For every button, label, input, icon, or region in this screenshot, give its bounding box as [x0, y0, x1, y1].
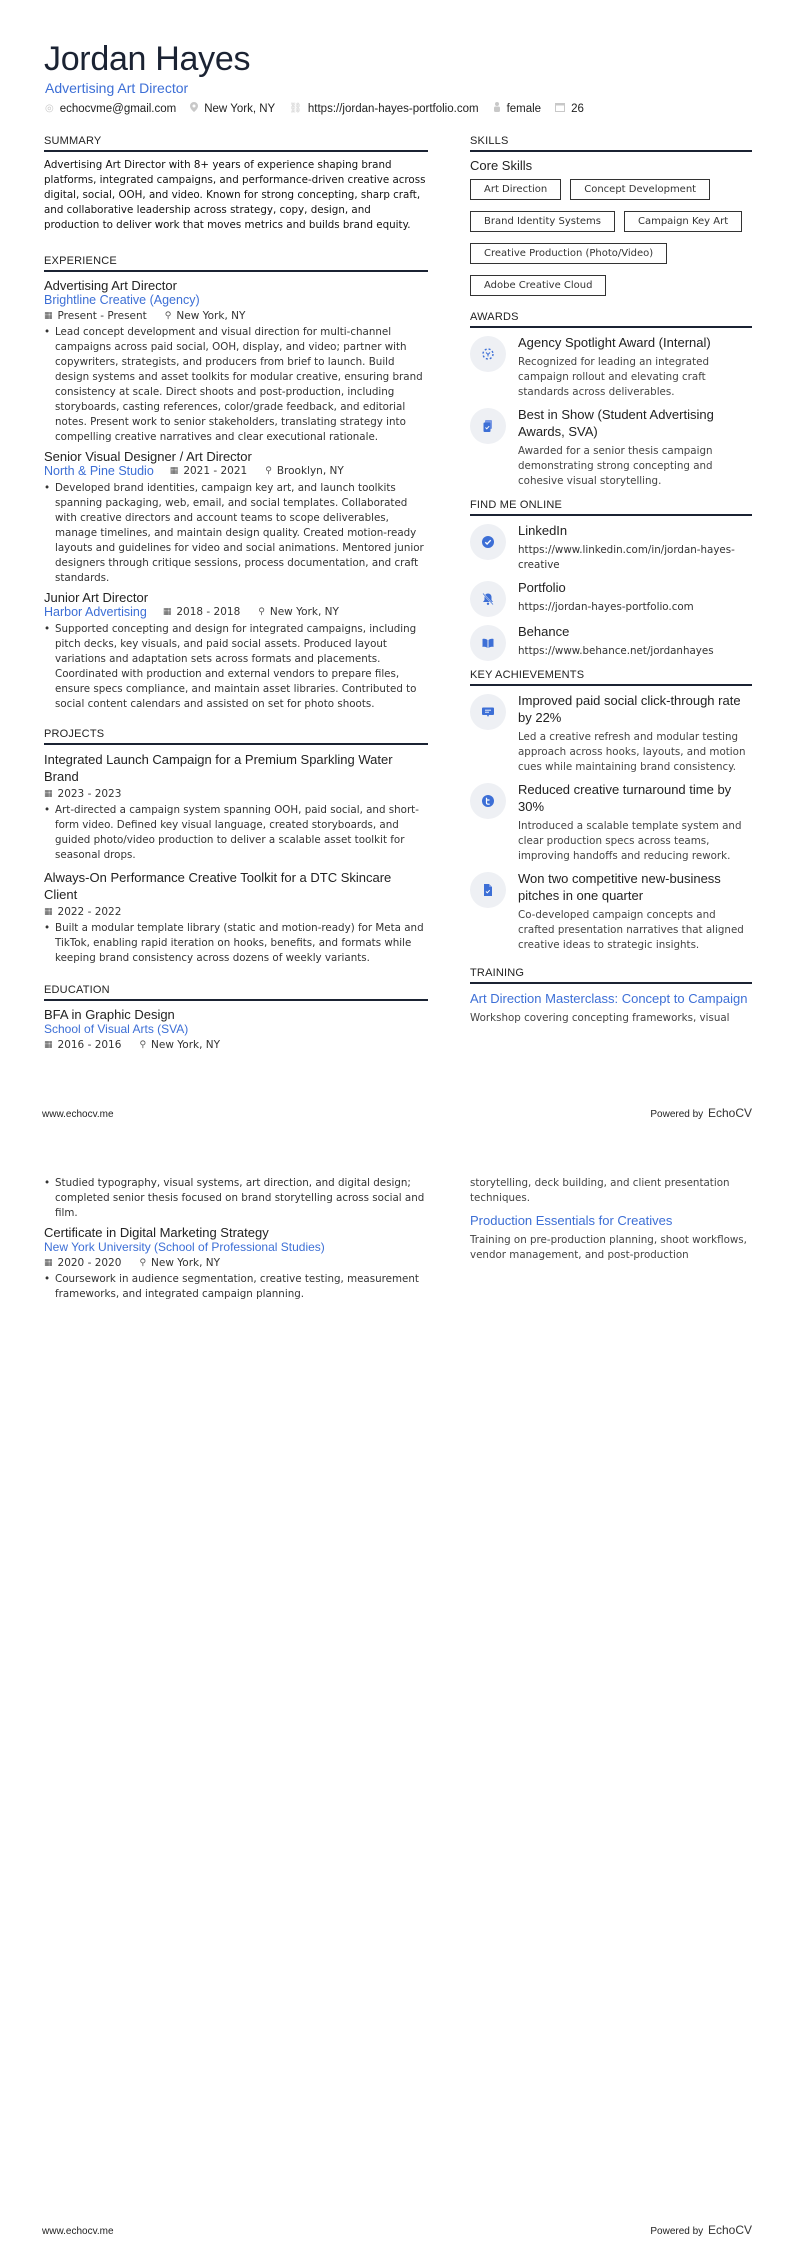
calendar-icon: ▦	[169, 466, 179, 476]
online-item-linkedin[interactable]	[470, 522, 752, 573]
person-icon	[493, 102, 501, 115]
calendar-icon: ▦	[44, 1040, 53, 1050]
skills-section	[470, 135, 752, 307]
footer-site-link[interactable]: www.echocv.me	[42, 1109, 114, 1120]
footer-brand[interactable]: EchoCV	[707, 1106, 752, 1120]
award-item	[470, 406, 752, 489]
location-icon	[190, 102, 198, 115]
online-label: Portfolio	[518, 580, 566, 595]
education-heading: EDUCATION	[44, 984, 428, 1001]
training-desc: storytelling, deck building, and client presentation techniques.	[470, 1177, 730, 1204]
awards-section	[470, 311, 752, 489]
left-column	[44, 135, 428, 1054]
bell-slash-icon	[470, 581, 506, 617]
company-name: Brightline Creative (Agency)	[44, 293, 200, 307]
online-heading: FIND ME ONLINE	[470, 499, 752, 516]
left-column-continued	[44, 1176, 428, 1302]
experience-heading: EXPERIENCE	[44, 255, 428, 272]
footer-brand[interactable]: EchoCV	[707, 2223, 752, 2237]
skills-chips	[470, 179, 752, 307]
education-item	[44, 1225, 428, 1302]
degree-title: BFA in Graphic Design	[44, 1007, 175, 1022]
training-title: Art Direction Masterclass: Concept to Campaign	[470, 991, 748, 1006]
school-name: New York University (School of Professional Studies)	[44, 1240, 325, 1254]
location-icon: ⚲	[164, 311, 172, 321]
training-desc: Training on pre-production planning, shoot workflows, vendor management, and post-production	[470, 1234, 747, 1261]
calendar-icon: ▦	[44, 1258, 53, 1268]
education-bullet: • Coursework in audience segmentation, creative testing, measurement frameworks, and integrated campaign planning.	[44, 1272, 428, 1302]
candidate-title: Advertising Art Director	[45, 80, 189, 96]
achievement-item	[470, 870, 752, 953]
spotlight-icon	[470, 336, 506, 372]
online-item-portfolio[interactable]	[470, 579, 752, 617]
project-title: Always-On Performance Creative Toolkit for a DTC Skincare Client	[44, 870, 392, 902]
right-column	[470, 135, 752, 1026]
skill-chip: Adobe Creative Cloud	[470, 275, 606, 296]
verified-check-icon	[470, 524, 506, 560]
calendar-icon	[555, 102, 565, 115]
skill-chip: Brand Identity Systems	[470, 211, 615, 232]
candidate-name: Jordan Hayes	[44, 40, 251, 78]
contact-age: 26	[555, 102, 584, 115]
online-item-behance[interactable]	[470, 623, 752, 661]
skills-group-title: Core Skills	[470, 158, 533, 173]
online-label: Behance	[518, 624, 570, 639]
job-meta: ▦ 2021 - 2021 ⚲ Brooklyn, NY	[169, 465, 344, 477]
location-icon: ⚲	[139, 1040, 147, 1050]
calendar-icon: ▦	[44, 789, 53, 799]
skill-chip: Creative Production (Photo/Video)	[470, 243, 667, 264]
award-desc: Awarded for a senior thesis campaign demonstrating strong concepting and cohesive visual storytelling.	[518, 445, 713, 487]
training-title: Production Essentials for Creatives	[470, 1213, 673, 1228]
online-section	[470, 499, 752, 661]
award-item	[470, 334, 752, 400]
achievement-title: Won two competitive new-business pitches in one quarter	[518, 871, 721, 903]
project-bullet: • Built a modular template library (static and motion-ready) for Meta and TikTok, enabling rapid iteration on hooks, benefits, and formats while keeping brand consistency across dozens of weekly variants.	[44, 921, 428, 966]
contact-gender: female	[493, 102, 542, 115]
location-icon: ⚲	[258, 607, 265, 617]
achievement-desc: Introduced a scalable template system and clear production specs across teams, improving handoffs and reducing rework.	[518, 820, 742, 862]
education-meta: ▦ 2020 - 2020 ⚲ New York, NY	[44, 1257, 221, 1269]
job-title: Advertising Art Director	[44, 278, 177, 293]
job-meta: ▦ Present - Present ⚲ New York, NY	[44, 310, 246, 322]
job-bullet: • Supported concepting and design for integrated campaigns, including pitch decks, key visuals, and paid social assets. Produced layout variations and adaptation sets across formats and placements. Coordinated with production and external vendors to prepare files, ensure specs compliance, and maintain asset libraries. Contributed to social content calendars and assisted on set for photo shoots.	[44, 622, 428, 712]
education-meta: ▦ 2016 - 2016 ⚲ New York, NY	[44, 1039, 221, 1051]
awards-heading: AWARDS	[470, 311, 752, 328]
summary-heading: SUMMARY	[44, 135, 428, 152]
education-section	[44, 984, 428, 1051]
contact-website[interactable]: ⛓ https://jordan-hayes-portfolio.com	[289, 102, 479, 115]
achievements-section	[470, 669, 752, 953]
school-name: School of Visual Arts (SVA)	[44, 1022, 189, 1036]
achievement-desc: Led a creative refresh and modular testing approach across hooks, layouts, and motion cues while maintaining brand consistency.	[518, 731, 746, 773]
footer-site-link[interactable]: www.echocv.me	[42, 2226, 114, 2237]
training-heading: TRAINING	[470, 967, 752, 984]
project-title: Integrated Launch Campaign for a Premium Sparkling Water Brand	[44, 752, 393, 784]
summary-text: Advertising Art Director with 8+ years of experience shaping brand platforms, integrated campaigns, and performance-driven creative across digital, social, OOH, and video. Known for strong concepting, sharp craft, and collaborative leadership across strategy, copy, design, and production to deliver work that moves metrics and builds brand equity.	[44, 159, 426, 231]
achievements-heading: KEY ACHIEVEMENTS	[470, 669, 752, 686]
calendar-icon: ▦	[44, 311, 53, 321]
education-item	[44, 1007, 428, 1051]
project-meta: ▦ 2023 - 2023	[44, 788, 122, 800]
online-label: LinkedIn	[518, 523, 568, 538]
training-desc: Workshop covering concepting frameworks, visual	[470, 1012, 730, 1024]
job-title: Junior Art Director	[44, 590, 149, 605]
online-url[interactable]: https://www.linkedin.com/in/jordan-hayes-creative	[518, 544, 735, 571]
twitter-circle-icon	[470, 783, 506, 819]
projects-heading: PROJECTS	[44, 728, 428, 745]
experience-item	[44, 449, 428, 586]
project-item	[44, 869, 428, 966]
skills-heading: SKILLS	[470, 135, 752, 152]
online-url[interactable]: https://jordan-hayes-portfolio.com	[518, 601, 694, 613]
project-meta: ▦ 2022 - 2022	[44, 906, 122, 918]
job-bullet: • Lead concept development and visual direction for multi-channel campaigns across paid social, OOH, display, and video; partner with copywriters, strategists, and producers from brief to launch. Build design systems and asset toolkits for modular creative, ensuring brand consistency at scale. Direct shoots and post-production, including storyboards, casting references, color/grade feedback, and editorial notes. Present work to senior stakeholders, translating strategy into compelling creative narratives and clear executional rationale.	[44, 325, 428, 445]
award-title: Best in Show (Student Advertising Awards, SVA)	[518, 407, 714, 439]
job-meta: ▦ 2018 - 2018 ⚲ New York, NY	[162, 606, 339, 618]
achievement-desc: Co-developed campaign concepts and crafted presentation narratives that aligned creative ideas to strategic insights.	[518, 909, 744, 951]
calendar-icon: ▦	[44, 907, 53, 917]
right-column-continued	[470, 1176, 752, 1263]
skill-chip: Campaign Key Art	[624, 211, 742, 232]
projects-section	[44, 728, 428, 966]
contact-email[interactable]: ◎ echocvme@gmail.com	[45, 102, 177, 115]
contact-location: New York, NY	[190, 102, 275, 115]
location-icon: ⚲	[139, 1258, 147, 1268]
book-open-icon	[470, 625, 506, 661]
resume-page-2	[0, 1123, 794, 2246]
degree-title: Certificate in Digital Marketing Strategy	[44, 1225, 269, 1240]
footer-powered: Powered by EchoCV	[650, 1106, 752, 1120]
company-name: North & Pine Studio	[44, 464, 154, 478]
calendar-icon: ▦	[162, 607, 172, 617]
job-title: Senior Visual Designer / Art Director	[44, 449, 252, 464]
achievement-item	[470, 692, 752, 775]
experience-item	[44, 590, 428, 712]
contact-row	[45, 102, 598, 115]
award-title: Agency Spotlight Award (Internal)	[518, 335, 711, 350]
page-footer	[42, 1106, 752, 1120]
skill-chip: Concept Development	[570, 179, 710, 200]
experience-item	[44, 278, 428, 445]
experience-section	[44, 255, 428, 712]
location-icon: ⚲	[265, 466, 272, 476]
footer-powered: Powered by EchoCV	[650, 2223, 752, 2237]
email-icon: ◎	[45, 103, 54, 114]
achievement-title: Reduced creative turnaround time by 30%	[518, 782, 732, 814]
achievement-item	[470, 781, 752, 864]
skill-chip: Art Direction	[470, 179, 561, 200]
online-url[interactable]: https://www.behance.net/jordanhayes	[518, 645, 714, 657]
training-section	[470, 967, 752, 1026]
chat-bubble-icon	[470, 694, 506, 730]
file-check-icon	[470, 872, 506, 908]
project-item	[44, 751, 428, 863]
clipboard-check-icon	[470, 408, 506, 444]
page-footer	[42, 2223, 752, 2237]
company-name: Harbor Advertising	[44, 605, 147, 619]
project-bullet: • Art-directed a campaign system spanning OOH, paid social, and short-form video. Defined key visual language, created storyboards, and guided photo/video production to deliver a scalable asset toolkit for seasonal drops.	[44, 803, 428, 863]
education-bullet: • Studied typography, visual systems, art direction, and digital design; completed senior thesis focused on brand storytelling across social and film.	[44, 1176, 428, 1221]
achievement-title: Improved paid social click-through rate by 22%	[518, 693, 741, 725]
award-desc: Recognized for leading an integrated campaign rollout and elevating craft standards across deliverables.	[518, 356, 709, 398]
job-bullet: • Developed brand identities, campaign key art, and launch toolkits spanning packaging, web, email, and social templates. Collaborated with creative directors and account teams to scope deliverables, manage timelines, and maintain design quality. Created motion-ready layouts and guidelines for video and social animations. Mentored junior designers through critique sessions, process documentation, and craft standards.	[44, 481, 428, 586]
summary-section	[44, 135, 428, 233]
link-icon: ⛓	[289, 103, 302, 114]
